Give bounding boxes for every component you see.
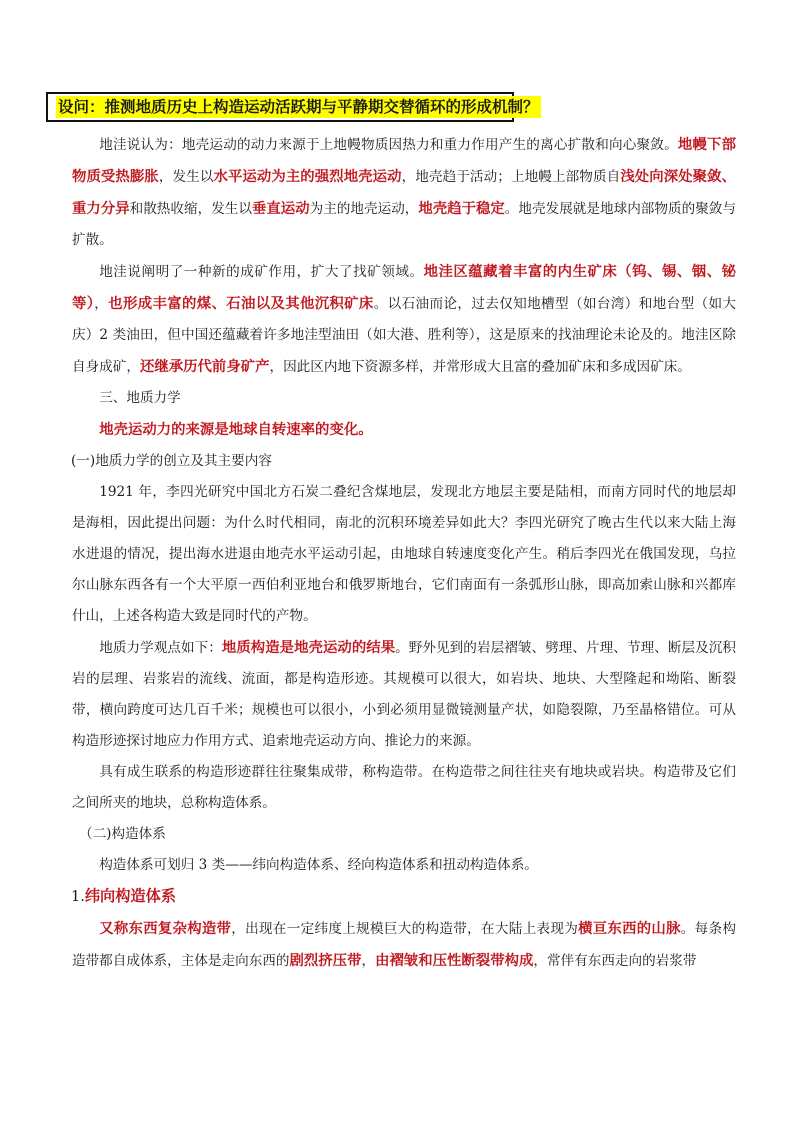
highlight-text: 垂直运动	[252, 200, 310, 217]
highlight-text: 地幔下部物质受热膨胀	[72, 136, 736, 185]
text-run: ，出现在一定纬度上规模巨大的构造带，在大陆上表现为	[231, 921, 579, 937]
text-run: ，地壳趋于活动；上地幔上部物质自	[401, 169, 621, 185]
highlight-text: 也形成丰富的煤、石油以及其他沉积矿床	[108, 295, 374, 312]
subsection-title-1: (一)地质力学的创立及其主要内容	[71, 453, 272, 469]
text-run: 为主的地壳运动，	[309, 201, 419, 217]
highlight-text: 浅处向深处聚敛、重力分异	[72, 168, 736, 217]
paragraph-tectonic-belt: 具有成生联系的构造形迹群往往聚集成带，称构造带。在构造带之间往往夹有地块或岩块。构造带及它们之间所夹的地块，总称构造体系。	[72, 764, 736, 811]
paragraph-li-siguang: 1921 年，李四光研究中国北方石炭二叠纪含煤地层，发现北方地层主要是陆相，而南方同时代的地层却是海相，因此提出问题：为什么时代相同，南北的沉积环境差异如此大？李四光研究了晚古生代以来大陆上海水进退的情况，提出海水进退由地壳水平运动引起，由地球自转速度变化产生。稍后李四光在俄国发现，乌拉尔山脉东西各有一个大平原一西伯利亚地台和俄罗斯地台，它们南面有一条弧形山脉，即高加索山脉和兴都库什山，上述各构造大致是同时代的产物。	[72, 484, 736, 624]
paragraph-system-types: 构造体系可划归 3 类——纬向构造体系、经向构造体系和扭动构造体系。	[99, 857, 538, 873]
text-run: 地洼说阐明了一种新的成矿作用，扩大了找矿领域。	[99, 264, 424, 280]
section-key-statement	[72, 414, 736, 446]
text-run: 。以石油而论，过去仅知地槽型（如台湾）和地台型（如大庆）2 类油田，但中国还蕴藏着许多地洼型油田（如大港、胜利等），这是原来的找油理论未论及的。地洼区除自身成矿，	[72, 296, 736, 375]
section-title-geomechanics: 三、地质力学	[99, 390, 181, 406]
heading-text: 纬向构造体系	[84, 887, 176, 905]
highlight-text: 地壳趋于稳定	[418, 200, 505, 217]
text-run: ，发生以	[158, 169, 214, 185]
highlight-text: 又称东西复杂构造带	[99, 920, 232, 937]
highlight-text: 还继承历代前身矿产	[139, 358, 270, 375]
text-run: 和散热收缩，发生以	[129, 201, 252, 217]
highlight-text: 横亘东西的山脉	[578, 920, 681, 937]
question-box	[46, 92, 539, 122]
highlight-text: 地洼区蕴藏着丰富的内生矿床（钨、锡、铟、铋等）	[72, 263, 736, 312]
paragraph-mineralization	[72, 256, 736, 383]
text-run: 地质力学观点如下：	[99, 640, 222, 656]
highlight-text: 剧烈挤压带	[289, 952, 362, 969]
highlight-text: 水平运动为主的强烈地壳运动	[213, 168, 402, 185]
highlight-text: 由褶皱和压性断裂带构成	[375, 952, 534, 969]
paragraph-latitudinal	[72, 913, 736, 977]
paragraph-diwa-theory	[72, 129, 736, 256]
question-text: 设问：推测地质历史上构造运动活跃期与平静期交替循环的形成机制？	[58, 98, 539, 116]
text-run: 地洼说认为：地壳运动的动力来源于上地幔物质因热力和重力作用产生的离心扩散和向心聚敛。	[99, 137, 678, 153]
text-run: 。野外见到的岩层褶皱、劈理、片理、节理、断层及沉积岩的层理、岩浆岩的流线、流面，都是构造形迹。其规模可以很大，如岩块、地块、大型隆起和坳陷、断裂带，横向跨度可达几百千米；规模也可以很小，小到必须用显微镜测量产状，如隐裂隙，乃至晶格错位。可从构造形迹探讨地应力作用方式、追索地壳运动方向、推论力的来源。	[72, 640, 736, 749]
subsection-title-2: （二)构造体系	[79, 826, 166, 842]
text-run: ，因此区内地下资源多样，并常形成大且富的叠加矿床和多成因矿床。	[269, 359, 691, 375]
text-run: ，	[361, 953, 376, 969]
text-run: 。地壳发展就是地球内部物质的聚敛与扩散。	[72, 201, 736, 248]
heading-latitudinal-system	[71, 881, 736, 913]
text-run: 。每条构造带都自成体系，主体是走向东西的	[72, 921, 736, 969]
paragraph-viewpoints	[72, 632, 736, 757]
text-run: ，	[94, 296, 109, 312]
text-run: ，常伴有东西走向的岩浆带	[533, 953, 697, 969]
highlight-text: 地壳运动力的来源是地球自转速率的变化。	[99, 421, 373, 438]
heading-number: 1.	[71, 889, 85, 905]
document-body	[72, 129, 736, 977]
highlight-text: 地质构造是地壳运动的结果	[221, 639, 396, 656]
